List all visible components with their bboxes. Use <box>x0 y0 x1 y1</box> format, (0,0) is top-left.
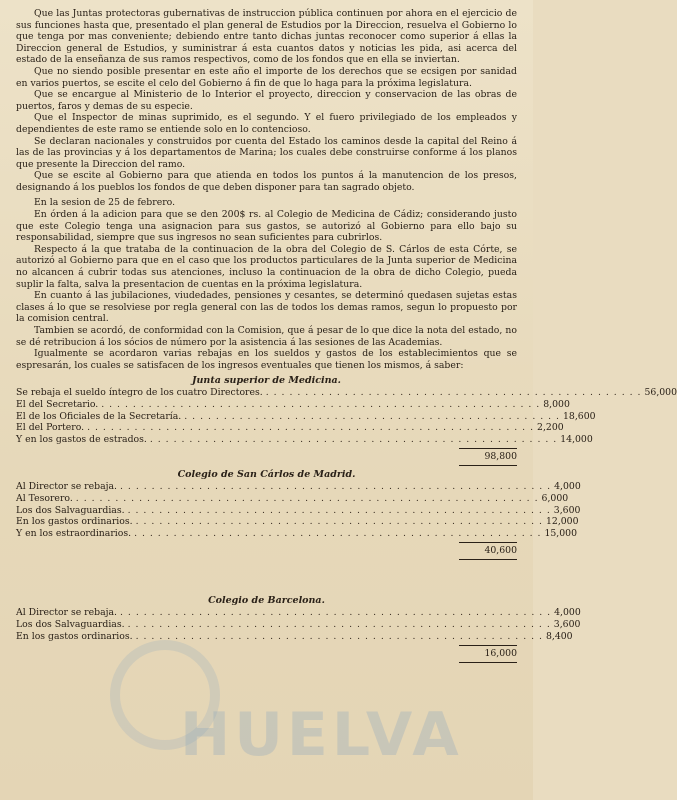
ledger-row <box>16 516 579 528</box>
dot-leader: . . . . . . . . . . . . . . . . . . . . . . . . . . . . . . . . . . . . . . . . . . . . . . . . <box>184 410 561 422</box>
ledger-row <box>16 527 577 540</box>
dot-leader: . . . . . . . . . . . . . . . . . . . . . . . . . . . . . . . . . . . . . . . . . . . . . . . . . . . . <box>134 527 542 539</box>
row-label: Los dos Salvaguardias. <box>16 618 125 630</box>
paragraph: Se declaran nacionales y construidos por cuenta del Estado los caminos desde la capital del Reino á las de las provincias y á los departamentos de Marina; los cuales debe construirse conforme á los planos que presente la Direccion del ramo. <box>16 135 517 170</box>
section-title: Colegio de San Cárlos de Madrid. <box>177 469 356 481</box>
row-amount: 6,000 <box>541 492 569 504</box>
row-label: Al Tesorero. <box>16 492 73 504</box>
paragraph: En órden á la adicion para que se den 200$ rs. al Colegio de Medicina de Cádiz; considerando justo que este Colegio tenga una asignacion para sus gastos, se autorizó al Gobierno para ello bajo su responsabilidad, siempre que sus ingresos no sean suficientes para cubrirlos. <box>16 209 517 244</box>
row-amount: 2,200 <box>537 422 564 434</box>
row-amount: 56,000 <box>644 387 677 399</box>
total-amount: 16,000 <box>459 645 517 663</box>
paragraph: Tambien se acordó, de conformidad con la Comision, que á pesar de lo que dice la nota del estado, no se dé retribucion á los sócios de número por la asistencia á las sesiones de las Academias. <box>16 325 517 348</box>
resolutions-block <box>16 8 517 194</box>
paragraph: Igualmente se acordaron varias rebajas en los sueldos y gastos de los establecimientos que se espresarán, los cuales se satisfacen de los ingresos eventuales que tienen los mismos, á saber: <box>16 348 517 371</box>
dot-leader: . . . . . . . . . . . . . . . . . . . . . . . . . . . . . . . . . . . . . . . . . . . . . . . . . . . . . . . . . <box>87 422 535 434</box>
library-stamp-watermark: HUELVA <box>180 700 463 770</box>
row-amount: 14,000 <box>560 433 593 445</box>
paragraph: Que se escite al Gobierno para que atienda en todos los puntos á la manutencion de los presos, designando á los pueblos los fondos de que deben disponer para tan sagrado objeto. <box>16 170 517 193</box>
total-amount: 98,800 <box>459 448 517 466</box>
dot-leader: . . . . . . . . . . . . . . . . . . . . . . . . . . . . . . . . . . . . . . . . . . . . . . . . . . . . . . . <box>120 481 552 493</box>
row-amount: 15,000 <box>544 527 577 539</box>
row-label: El de los Oficiales de la Secretaría. <box>16 410 182 422</box>
dot-leader: . . . . . . . . . . . . . . . . . . . . . . . . . . . . . . . . . . . . . . . . . . . . . . . . . . . . . . <box>127 504 551 516</box>
row-amount: 12,000 <box>545 516 579 528</box>
row-label: El del Secretario. <box>16 399 99 410</box>
row-label: Y en los estraordinarios. <box>16 527 132 539</box>
ledger-row <box>16 630 573 643</box>
spacer <box>16 563 517 593</box>
row-amount: 8,400 <box>545 630 573 642</box>
ledger-row <box>16 618 581 631</box>
ledger-row <box>16 433 593 446</box>
section-junta-medicina <box>16 375 677 466</box>
paragraph: En cuanto á las jubilaciones, viudedades, pensiones y cesantes, se determinó quedasen sujetas estas clases á lo que se resolviese por regla general con las de todos los demas ramos, segun lo propuesto por la comision central. <box>16 290 517 325</box>
session-block <box>16 209 517 371</box>
row-amount: 3,600 <box>553 618 581 630</box>
dot-leader: . . . . . . . . . . . . . . . . . . . . . . . . . . . . . . . . . . . . . . . . . . . . . . . . . . . . . . . <box>120 607 552 619</box>
dot-leader: . . . . . . . . . . . . . . . . . . . . . . . . . . . . . . . . . . . . . . . . . . . . . . . . . . . . <box>135 516 543 528</box>
row-amount: 18,600 <box>563 410 596 422</box>
ledger-row <box>16 387 677 399</box>
session-heading: En la sesion de 25 de febrero. <box>34 196 176 208</box>
row-amount: 4,000 <box>554 607 581 619</box>
dot-leader: . . . . . . . . . . . . . . . . . . . . . . . . . . . . . . . . . . . . . . . . . . . . . . . . . . . . . . <box>127 618 551 630</box>
section-total <box>16 645 517 663</box>
row-label: Al Director se rebaja. <box>16 481 118 493</box>
ledger-row <box>16 422 564 434</box>
ledger-row <box>16 504 581 517</box>
paragraph: Que se encargue al Ministerio de lo Interior el proyecto, direccion y conservacion de las obras de puertos, faros y demas de su especie. <box>16 89 517 112</box>
ledger-row <box>16 410 596 423</box>
section-total <box>16 448 517 466</box>
total-amount: 40,600 <box>459 542 517 560</box>
paragraph: Respecto á la que trataba de la continuacion de la obra del Colegio de S. Cárlos de esta Córte, se autorizó al Gobierno para que en el caso que los productos particulares de la Junta superior de Medicina no alcancen á cubrir todas sus atenciones, incluso la continuacion de la obra de dicho Colegio, pueda suplir la falta, salva la presentacion de cuentas en la próxima legislatura. <box>16 243 517 290</box>
ledger-row <box>16 481 581 493</box>
row-label: Al Director se rebaja. <box>16 607 118 619</box>
row-amount: 4,000 <box>554 481 581 493</box>
section-colegio-barcelona <box>16 595 581 663</box>
ledger-row <box>16 399 570 411</box>
paragraph: Que no siendo posible presentar en este año el importe de los derechos que se ecsigen por sanidad en varios puertos, se escite el celo del Gobierno á fin de que lo haga para la próxima legislatura. <box>16 65 517 89</box>
section-total <box>16 542 517 560</box>
paragraph: Que el Inspector de minas suprimido, es el segundo. Y el fuero privilegiado de los empleados y dependientes de este ramo se entiende solo en lo contencioso. <box>16 112 517 135</box>
dot-leader: . . . . . . . . . . . . . . . . . . . . . . . . . . . . . . . . . . . . . . . . . . . . . . . . . . . . <box>149 433 558 445</box>
row-amount: 8,000 <box>543 399 570 410</box>
row-label: En los gastos ordinarios. <box>16 630 133 642</box>
dot-leader: . . . . . . . . . . . . . . . . . . . . . . . . . . . . . . . . . . . . . . . . . . . . . . . . . . . . . . . . <box>101 399 541 410</box>
dot-leader: . . . . . . . . . . . . . . . . . . . . . . . . . . . . . . . . . . . . . . . . . . . . . . . . . . . . . . . . . . . <box>75 492 539 504</box>
section-title: Colegio de Barcelona. <box>208 595 325 607</box>
dot-leader: . . . . . . . . . . . . . . . . . . . . . . . . . . . . . . . . . . . . . . . . . . . . . . . . . . . . <box>135 630 543 642</box>
row-label: El del Portero. <box>16 422 85 434</box>
row-label: Los dos Salvaguardias. <box>16 504 125 516</box>
ledger-row <box>16 607 581 619</box>
row-amount: 3,600 <box>553 504 581 516</box>
section-colegio-san-carlos <box>16 469 581 560</box>
row-label: Se rebaja el sueldo íntegro de los cuatro Directores. <box>16 387 263 399</box>
ledger-row <box>16 492 569 505</box>
section-title: Junta superior de Medicina. <box>192 375 341 387</box>
paragraph: Que las Juntas protectoras gubernativas de instruccion pública continuen por ahora en el ejercicio de sus funciones hasta que, presentado el plan general de Estudios por la Direccion, resuelva el Gobierno lo que tenga por mas conveniente; debiendo entre tanto dichas juntas reconocer como superior á ellas la Direccion general de Estudios, y suministrar á esta cuantos datos y noticias les pida, asi acerca del estado de la enseñanza de sus ramos respectivos, como de los fondos que en ella se inviertan. <box>16 8 517 66</box>
row-label: En los gastos ordinarios. <box>16 516 133 528</box>
dot-leader: . . . . . . . . . . . . . . . . . . . . . . . . . . . . . . . . . . . . . . . . . . . . . . . . <box>265 387 642 399</box>
row-label: Y en los gastos de estrados. <box>16 433 147 445</box>
